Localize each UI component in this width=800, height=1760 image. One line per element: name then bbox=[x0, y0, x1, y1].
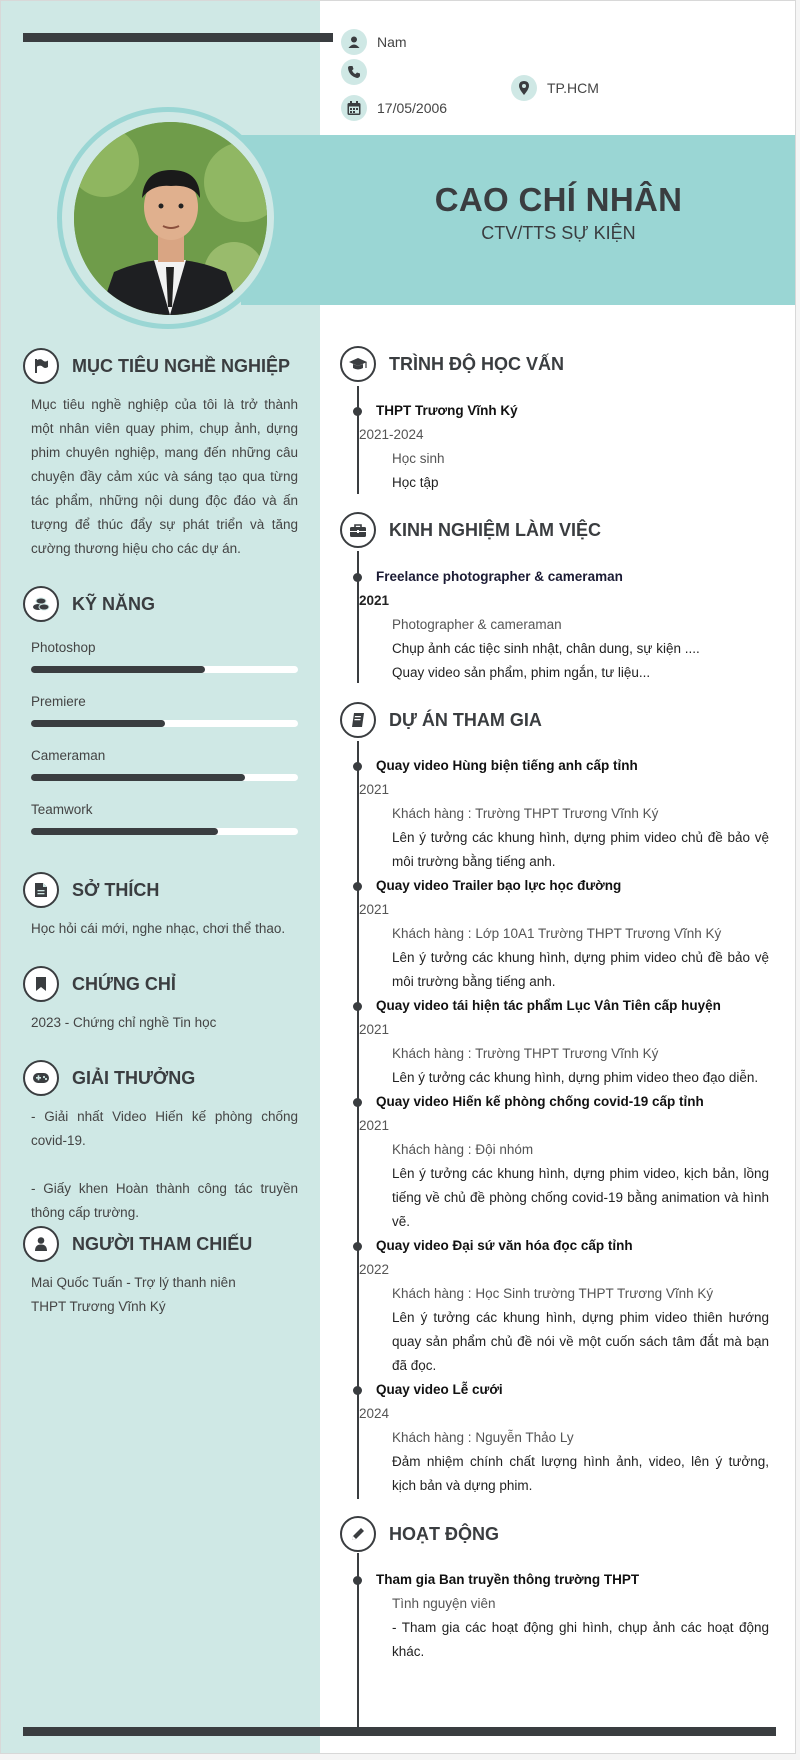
skills-title: KỸ NĂNG bbox=[72, 593, 156, 614]
contact-location bbox=[511, 75, 599, 101]
project-name: Quay video Hiến kế phòng chống covid-19 cấp tỉnh bbox=[376, 1094, 704, 1109]
project-client: Khách hàng : Đội nhóm bbox=[392, 1142, 534, 1157]
reference-line-1: Mai Quốc Tuấn - Trợ lý thanh niên bbox=[31, 1275, 236, 1290]
skill-name: Teamwork bbox=[31, 802, 93, 817]
project-year: 2021 bbox=[359, 902, 390, 917]
skill-bar-fill bbox=[31, 774, 245, 781]
hobbies-heading bbox=[23, 872, 159, 908]
project-desc: Lên ý tưởng các khung hình, dựng phim video, kịch bản, lồng tiếng về chủ đề phòng chống covid-19 bằng animation và hình vẽ. bbox=[392, 1166, 769, 1229]
experience-role: Photographer & cameraman bbox=[392, 617, 562, 632]
experience-position: Freelance photographer & cameraman bbox=[376, 569, 623, 584]
activities-heading bbox=[340, 1516, 499, 1552]
skill-item bbox=[31, 694, 298, 727]
skill-bar-track bbox=[31, 774, 298, 781]
skill-item bbox=[31, 748, 298, 781]
project-year: 2022 bbox=[359, 1262, 390, 1277]
coins-icon bbox=[23, 586, 59, 622]
timeline-experience bbox=[357, 551, 359, 683]
project-desc: Lên ý tưởng các khung hình, dựng phim video thiên hướng quay sản phẩm chủ đề nói về một cuốn sách tâm đắt mà bạn đã đọc. bbox=[392, 1310, 769, 1373]
project-name: Quay video Lễ cưới bbox=[376, 1382, 503, 1397]
skill-name: Cameraman bbox=[31, 748, 106, 763]
experience-heading bbox=[340, 512, 601, 548]
education-role: Học sinh bbox=[392, 451, 445, 466]
location-text: TP.HCM bbox=[547, 80, 599, 96]
skill-item bbox=[31, 802, 298, 835]
bottom-decor-bar bbox=[23, 1727, 776, 1736]
experience-desc-1: Chụp ảnh các tiệc sinh nhật, chân dung, sự kiện .... bbox=[392, 641, 700, 656]
project-client: Khách hàng : Lớp 10A1 Trường THPT Trương Vĩnh Ký bbox=[392, 926, 722, 941]
location-pin-icon bbox=[511, 75, 537, 101]
project-name: Quay video Đại sứ văn hóa đọc cấp tỉnh bbox=[376, 1238, 633, 1253]
contact-birthday bbox=[341, 95, 447, 121]
book-icon bbox=[340, 702, 376, 738]
skill-name: Premiere bbox=[31, 694, 86, 709]
calendar-icon bbox=[341, 95, 367, 121]
timeline-dot bbox=[353, 407, 362, 416]
skill-item bbox=[31, 640, 298, 673]
gender-text: Nam bbox=[377, 34, 407, 50]
objective-heading bbox=[23, 348, 290, 384]
certificates-heading bbox=[23, 966, 176, 1002]
project-name: Quay video tái hiện tác phẩm Lục Vân Tiên cấp huyện bbox=[376, 998, 721, 1013]
timeline-dot bbox=[353, 882, 362, 891]
project-year: 2021 bbox=[359, 1118, 390, 1133]
flag-icon bbox=[23, 348, 59, 384]
awards-heading bbox=[23, 1060, 195, 1096]
job-title: CTV/TTS SỰ KIỆN bbox=[481, 223, 636, 243]
phone-icon bbox=[341, 59, 367, 85]
project-client: Khách hàng : Trường THPT Trương Vĩnh Ký bbox=[392, 1046, 659, 1061]
activities-title: HOẠT ĐỘNG bbox=[389, 1523, 499, 1544]
project-desc: Lên ý tưởng các khung hình, dựng phim video chủ đề bảo vệ môi trường bằng tiếng anh. bbox=[392, 950, 769, 989]
objective-title: MỤC TIÊU NGHỀ NGHIỆP bbox=[72, 355, 291, 376]
timeline-dot bbox=[353, 762, 362, 771]
profile-photo bbox=[74, 122, 267, 315]
certificates-title: CHỨNG CHỈ bbox=[72, 973, 176, 994]
experience-desc-2: Quay video sản phẩm, phim ngắn, tư liệu... bbox=[392, 665, 651, 680]
projects-heading bbox=[340, 702, 542, 738]
timeline-dot bbox=[353, 1386, 362, 1395]
award-item: - Giấy khen Hoàn thành công tác truyền thông cấp trường. bbox=[31, 1181, 298, 1220]
skill-bar-fill bbox=[31, 720, 165, 727]
references-heading bbox=[23, 1226, 252, 1262]
project-year: 2024 bbox=[359, 1406, 390, 1421]
project-year: 2021 bbox=[359, 782, 390, 797]
top-decor-bar bbox=[23, 33, 333, 42]
project-year: 2021 bbox=[359, 1022, 390, 1037]
timeline-dot bbox=[353, 1098, 362, 1107]
certificates-text: 2023 - Chứng chỉ nghề Tin học bbox=[31, 1015, 217, 1030]
awards-title: GIẢI THƯỞNG bbox=[72, 1067, 196, 1088]
briefcase-icon bbox=[340, 512, 376, 548]
bookmark-icon bbox=[23, 966, 59, 1002]
project-desc: Đảm nhiệm chính chất lượng hình ảnh, video, lên ý tưởng, kịch bản và dựng phim. bbox=[392, 1454, 769, 1493]
education-desc: Học tập bbox=[392, 475, 439, 490]
activity-role: Tình nguyện viên bbox=[392, 1596, 496, 1611]
full-name: CAO CHÍ NHÂN bbox=[434, 181, 683, 218]
project-desc: Lên ý tưởng các khung hình, dựng phim video chủ đề bảo vệ môi trường bằng tiếng anh. bbox=[392, 830, 769, 869]
person-icon bbox=[341, 29, 367, 55]
skill-bar-fill bbox=[31, 828, 218, 835]
timeline-dot bbox=[353, 1002, 362, 1011]
project-desc: Lên ý tưởng các khung hình, dựng phim video theo đạo diễn. bbox=[392, 1070, 759, 1085]
reference-line-2: THPT Trương Vĩnh Ký bbox=[31, 1299, 166, 1314]
experience-title: KINH NGHIỆM LÀM VIỆC bbox=[389, 519, 602, 540]
project-name: Quay video Trailer bạo lực học đường bbox=[376, 878, 622, 893]
experience-year: 2021 bbox=[359, 593, 390, 608]
document-icon bbox=[23, 872, 59, 908]
education-years: 2021-2024 bbox=[359, 427, 424, 442]
timeline-dot bbox=[353, 573, 362, 582]
person-icon bbox=[23, 1226, 59, 1262]
project-name: Quay video Hùng biện tiếng anh cấp tỉnh bbox=[376, 758, 638, 773]
skill-name: Photoshop bbox=[31, 640, 96, 655]
skill-bar-track bbox=[31, 828, 298, 835]
birthday-text: 17/05/2006 bbox=[377, 100, 448, 116]
skill-bar-fill bbox=[31, 666, 205, 673]
school-name: THPT Trương Vĩnh Ký bbox=[376, 403, 518, 418]
skill-bar-track bbox=[31, 666, 298, 673]
timeline-dot bbox=[353, 1242, 362, 1251]
award-item: - Giải nhất Video Hiến kế phòng chống covid-19. bbox=[31, 1109, 298, 1148]
education-heading bbox=[340, 346, 564, 382]
contact-gender bbox=[341, 29, 407, 55]
project-client: Khách hàng : Trường THPT Trương Vĩnh Ký bbox=[392, 806, 659, 821]
hobbies-text: Học hỏi cái mới, nghe nhạc, chơi thể thao. bbox=[31, 921, 286, 936]
activity-name: Tham gia Ban truyền thông trường THPT bbox=[376, 1572, 640, 1587]
contact-phone bbox=[341, 59, 377, 85]
skills-heading bbox=[23, 586, 155, 622]
skill-bar-track bbox=[31, 720, 298, 727]
pencil-icon bbox=[340, 1516, 376, 1552]
name-banner bbox=[241, 135, 796, 305]
graduation-cap-icon bbox=[340, 346, 376, 382]
activity-desc: - Tham gia các hoạt động ghi hình, chụp ảnh các hoạt động khác. bbox=[392, 1620, 769, 1659]
hobbies-title: SỞ THÍCH bbox=[72, 879, 160, 900]
gamepad-icon bbox=[23, 1060, 59, 1096]
education-title: TRÌNH ĐỘ HỌC VẤN bbox=[389, 353, 564, 374]
objective-text: Mục tiêu nghề nghiệp của tôi là trở thành một nhân viên quay phim, chụp ảnh, dựng phim chuyên nghiệp, mang đến những câu chuyện đầy cảm xúc và sáng tạo qua từng tác phẩm, những nội dung độc đáo và ấn tượng để thúc đẩy sự phát triển và tăng cường thương hiệu cho các dự án. bbox=[31, 397, 298, 556]
projects-title: DỰ ÁN THAM GIA bbox=[389, 709, 542, 730]
timeline-dot bbox=[353, 1576, 362, 1585]
references-title: NGƯỜI THAM CHIẾU bbox=[72, 1233, 253, 1254]
project-client: Khách hàng : Nguyễn Thảo Ly bbox=[392, 1430, 574, 1445]
project-client: Khách hàng : Học Sinh trường THPT Trương Vĩnh Ký bbox=[392, 1286, 714, 1301]
